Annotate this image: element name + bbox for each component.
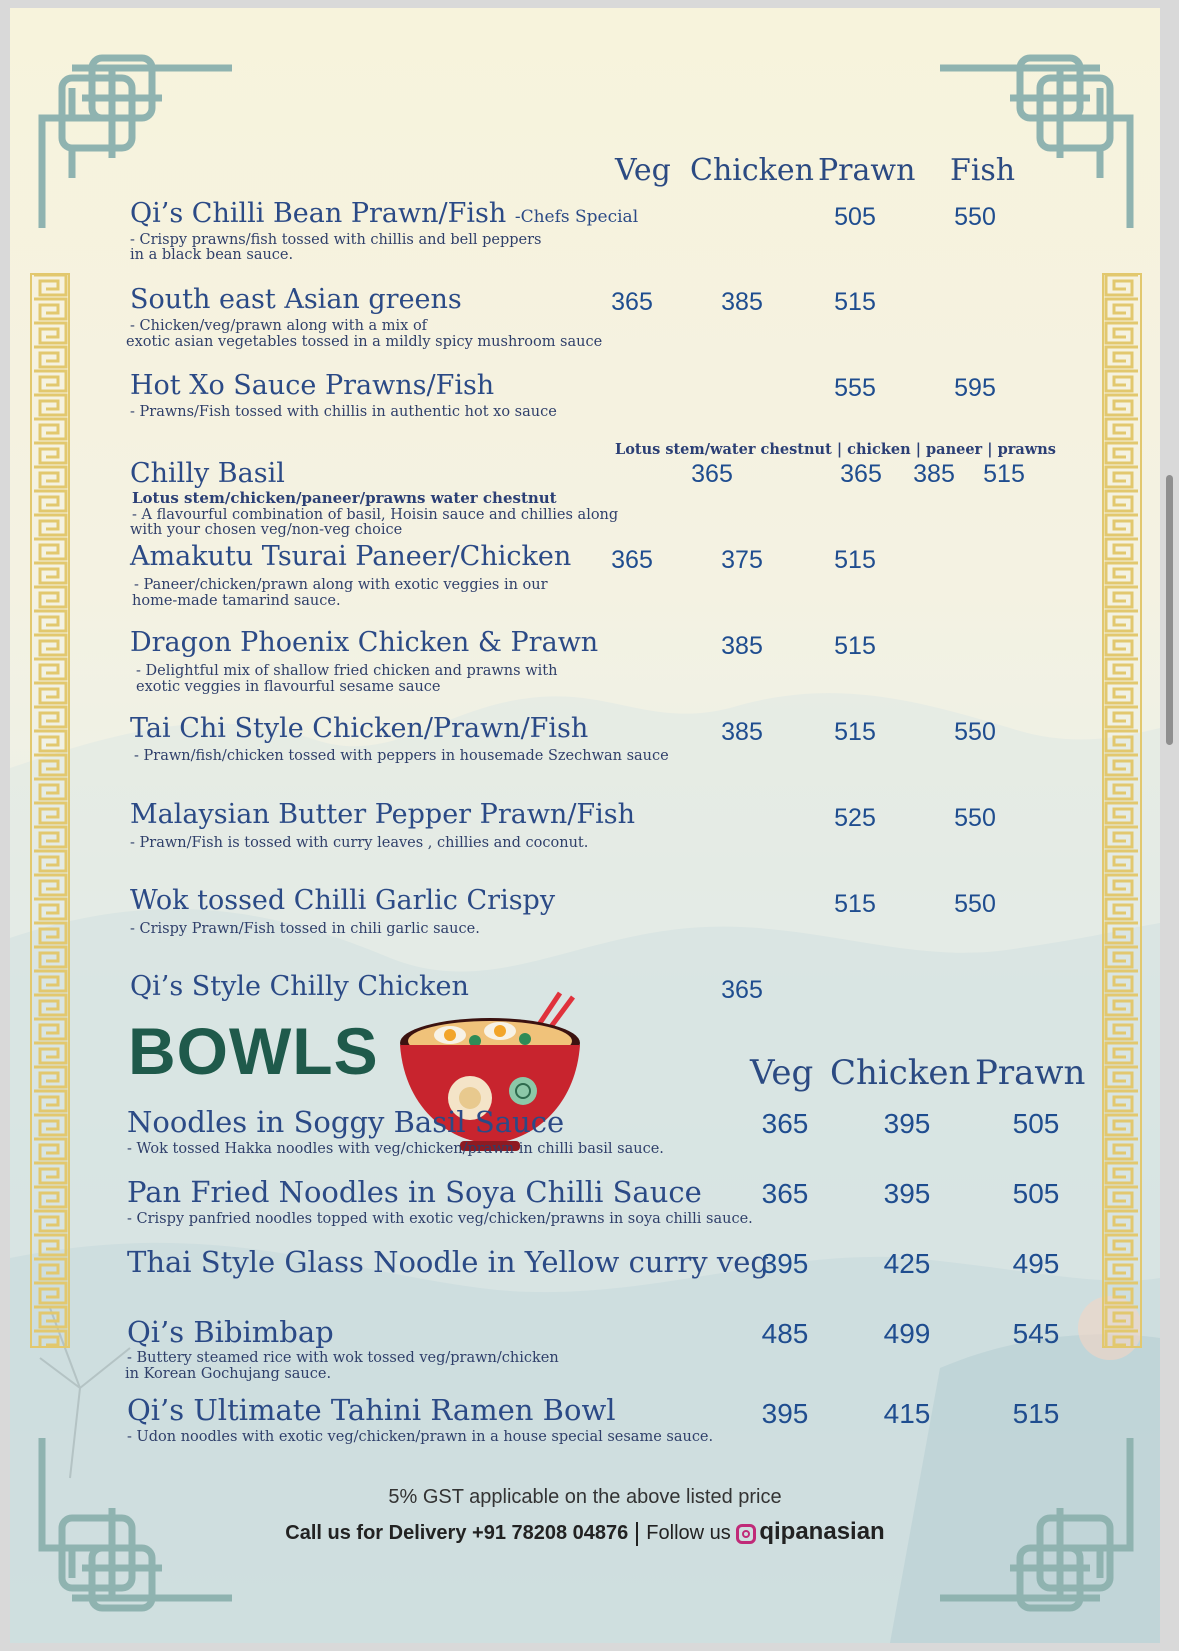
bowl-price-veg: 485 [761,1318,809,1349]
price-lotus-stem: 365 [691,460,733,488]
footer-divider [636,1522,638,1546]
price-chicken: 385 [721,718,763,746]
bowl-price-veg: 395 [761,1398,809,1429]
bowls-header-chicken: Chicken [830,1053,971,1093]
price-prawn: 515 [834,546,876,574]
bowl-item-name: Qi’s Ultimate Tahini Ramen Bowl [127,1393,616,1427]
price-veg: 365 [611,546,653,574]
right-fret-border [1102,273,1142,1348]
bowl-item-name: Pan Fried Noodles in Soya Chilli Sauce [127,1175,702,1209]
menu-item-desc: - Prawns/Fish tossed with chillis in authentic hot xo sauce [130,404,557,420]
menu-item-name: Wok tossed Chilli Garlic Crispy [130,885,556,916]
menu-item-desc: home-made tamarind sauce. [132,593,341,609]
bowl-item-name: Noodles in Soggy Basil Sauce [127,1105,565,1139]
bowl-price-prawn: 515 [1012,1398,1060,1429]
price-prawn: 525 [834,804,876,832]
price-chicken: 365 [721,976,763,1004]
price-fish: 550 [954,804,996,832]
menu-item-subtitle: Lotus stem/chicken/paneer/prawns water chestnut [132,489,557,507]
bowl-item-desc: - Wok tossed Hakka noodles with veg/chicken/prawn in chilli basil sauce. [127,1141,664,1157]
menu-item-desc: - Delightful mix of shallow fried chicken and prawns with [136,663,558,679]
price-prawn: 555 [834,374,876,402]
bowl-item-desc: - Buttery steamed rice with wok tossed veg/prawn/chicken [127,1350,559,1366]
price-prawn: 505 [834,203,876,231]
bowl-item-name: Thai Style Glass Noodle in Yellow curry veg [127,1245,769,1279]
menu-item-desc: - Prawn/fish/chicken tossed with peppers in housemade Szechwan sauce [134,748,669,764]
delivery-footer [10,1518,1160,1546]
menu-item-name: South east Asian greens [130,284,462,315]
price-chicken: 365 [840,460,882,488]
bowl-price-chicken: 395 [883,1178,931,1209]
bowl-price-chicken: 415 [883,1398,931,1429]
price-prawn: 515 [834,288,876,316]
price-chicken: 385 [721,288,763,316]
left-fret-border [30,273,70,1348]
follow-us-label: Follow us [646,1522,731,1544]
bowl-price-veg: 365 [761,1178,809,1209]
delivery-phone[interactable]: Call us for Delivery +91 78208 04876 [285,1522,629,1544]
menu-item-desc: with your chosen veg/non-veg choice [130,522,403,538]
price-veg: 365 [611,288,653,316]
menu-item-desc: - Crispy prawns/fish tossed with chillis and bell peppers [130,232,542,248]
price-prawns: 515 [983,460,1025,488]
menu-page [10,8,1160,1643]
price-fish: 550 [954,203,996,231]
gst-note: 5% GST applicable on the above listed price [388,1486,782,1508]
menu-item-desc: exotic veggies in flavourful sesame sauce [136,679,441,695]
bowls-section-title: BOWLS [128,1014,379,1088]
bowl-price-prawn: 505 [1012,1108,1060,1139]
bowl-price-prawn: 505 [1012,1178,1060,1209]
menu-item-desc: exotic asian vegetables tossed in a mildly spicy mushroom sauce [126,334,603,350]
menu-item-name: Qi’s Style Chilly Chicken [130,971,469,1002]
instagram-handle[interactable]: qipanasian [759,1518,885,1545]
menu-item-name: Tai Chi Style Chicken/Prawn/Fish [130,713,589,744]
bowl-item-desc: in Korean Gochujang sauce. [125,1366,332,1382]
menu-item-desc: - A flavourful combination of basil, Hoisin sauce and chillies along [132,507,619,523]
price-fish: 550 [954,890,996,918]
chefs-special-tag: -Chefs Special [514,207,639,227]
bowl-item-desc: - Udon noodles with exotic veg/chicken/prawn in a house special sesame sauce. [127,1429,714,1445]
bowl-item-name: Qi’s Bibimbap [127,1315,334,1349]
menu-item-name: Amakutu Tsurai Paneer/Chicken [130,541,572,572]
bowls-header-veg: Veg [750,1053,814,1093]
price-fish: 595 [954,374,996,402]
bowl-price-veg: 365 [761,1108,809,1139]
bowls-header-prawn: Prawn [975,1053,1086,1093]
header-veg: Veg [615,153,671,188]
menu-item-name: Chilly Basil [130,458,285,489]
header-chicken: Chicken [690,153,814,188]
bowl-price-veg: 395 [761,1248,809,1279]
price-fish: 550 [954,718,996,746]
menu-item-desc: - Chicken/veg/prawn along with a mix of [130,318,428,334]
instagram-icon [736,1524,756,1544]
price-prawn: 515 [834,890,876,918]
menu-item-desc: - Paneer/chicken/prawn along with exotic veggies in our [134,577,548,593]
menu-item-name: Malaysian Butter Pepper Prawn/Fish [130,799,636,830]
menu-item-name: Qi’s Chilli Bean Prawn/Fish -Chefs Special [130,198,639,229]
price-chicken: 375 [721,546,763,574]
menu-item-desc: in a black bean sauce. [130,247,294,263]
header-fish: Fish [950,153,1016,188]
menu-item-name: Dragon Phoenix Chicken & Prawn [130,627,599,658]
price-paneer: 385 [913,460,955,488]
header-prawn: Prawn [818,153,916,188]
chilly-basil-options: Lotus stem/water chestnut | chicken | paneer | prawns [615,441,1056,458]
price-prawn: 515 [834,718,876,746]
bowl-price-chicken: 395 [883,1108,931,1139]
bowl-price-prawn: 495 [1012,1248,1060,1279]
menu-item-name: Hot Xo Sauce Prawns/Fish [130,370,495,401]
bowl-item-desc: - Crispy panfried noodles topped with exotic veg/chicken/prawns in soya chilli sauce. [127,1211,753,1227]
price-prawn: 515 [834,632,876,660]
price-chicken: 385 [721,632,763,660]
bowl-price-chicken: 499 [883,1318,931,1349]
bowl-price-prawn: 545 [1012,1318,1060,1349]
scrollbar-thumb[interactable] [1166,475,1173,745]
menu-item-desc: - Crispy Prawn/Fish tossed in chili garlic sauce. [130,921,480,937]
menu-item-desc: - Prawn/Fish is tossed with curry leaves , chillies and coconut. [130,835,589,851]
bowl-price-chicken: 425 [883,1248,931,1279]
